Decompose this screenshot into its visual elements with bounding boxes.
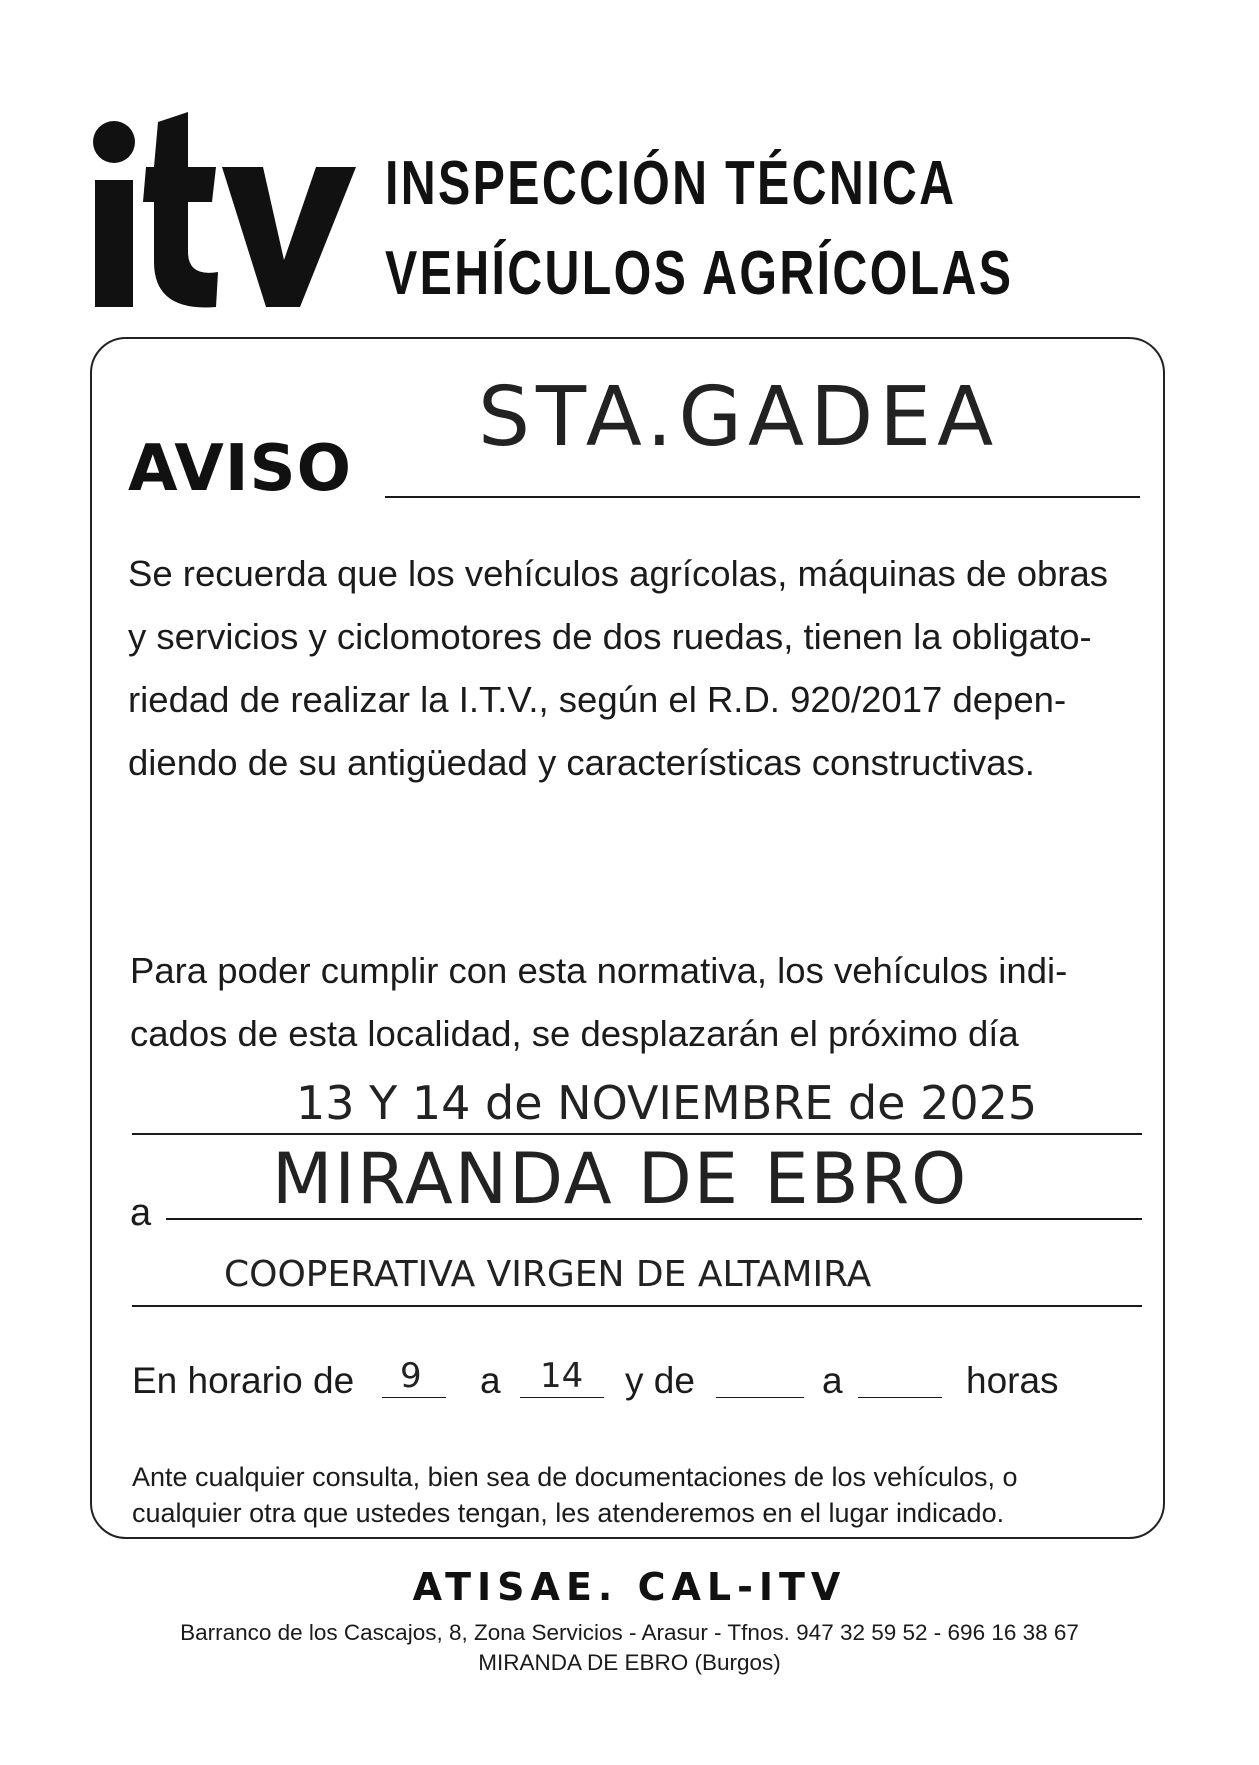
place-underline <box>385 496 1140 498</box>
start2-underline <box>716 1397 804 1398</box>
venue-name: COOPERATIVA VIRGEN DE ALTAMIRA <box>224 1254 872 1295</box>
schedule-sep-a: a <box>480 1360 501 1401</box>
aviso-label: AVISO <box>128 432 353 506</box>
company-name: ATISAE. CAL-ITV <box>412 1565 847 1609</box>
paragraph2-line1: Para poder cumplir con esta normativa, los vehículos indi- <box>130 950 1068 991</box>
schedule-suffix: horas <box>966 1360 1059 1401</box>
place-name: STA.GADEA <box>478 370 1000 465</box>
a-label: a <box>130 1192 152 1234</box>
footer-line2: cualquier otra que ustedes tengan, les atenderemos en el lugar indicado. <box>132 1498 1005 1528</box>
start1-underline <box>382 1397 446 1398</box>
paragraph2-line2: cados de esta localidad, se desplazarán el próximo día <box>130 1013 1019 1054</box>
schedule-sep-a2: a <box>822 1360 843 1401</box>
date-underline <box>132 1133 1142 1135</box>
schedule-start1: 9 <box>400 1356 422 1396</box>
company-address-line2: MIRANDA DE EBRO (Burgos) <box>478 1650 781 1675</box>
paragraph1-line1: Se recuerda que los vehículos agrícolas, máquinas de obras <box>128 553 1108 594</box>
paragraph1-line4: diendo de su antigüedad y características constructivas. <box>128 742 1035 783</box>
paragraph1-line2: y servicios y ciclomotores de dos ruedas, tienen la obligato- <box>128 616 1092 657</box>
company-address-line1: Barranco de los Cascajos, 8, Zona Servicios - Arasur - Tfnos. 947 32 59 52 - 696 16 38 67 <box>180 1620 1079 1645</box>
header-title-line2: VEHÍCULOS AGRÍCOLAS <box>385 239 1014 308</box>
notice-panel <box>90 337 1165 1539</box>
venue-underline <box>132 1305 1142 1307</box>
itv-logo <box>88 112 358 312</box>
city-name: MIRANDA DE EBRO <box>272 1138 969 1220</box>
schedule-prefix: En horario de <box>132 1360 355 1401</box>
end1-underline <box>520 1397 604 1398</box>
footer-line1: Ante cualquier consulta, bien sea de documentaciones de los vehículos, o <box>132 1462 1018 1492</box>
paragraph1-line3: riedad de realizar la I.T.V., según el R.D. 920/2017 depen- <box>128 679 1067 720</box>
schedule-sep-y: y de <box>625 1360 695 1401</box>
city-underline <box>166 1218 1142 1220</box>
end2-underline <box>858 1397 942 1398</box>
inspection-date: 13 Y 14 de NOVIEMBRE de 2025 <box>296 1076 1038 1130</box>
header-title-line1: INSPECCIÓN TÉCNICA <box>385 149 957 218</box>
schedule-end1: 14 <box>540 1356 584 1396</box>
